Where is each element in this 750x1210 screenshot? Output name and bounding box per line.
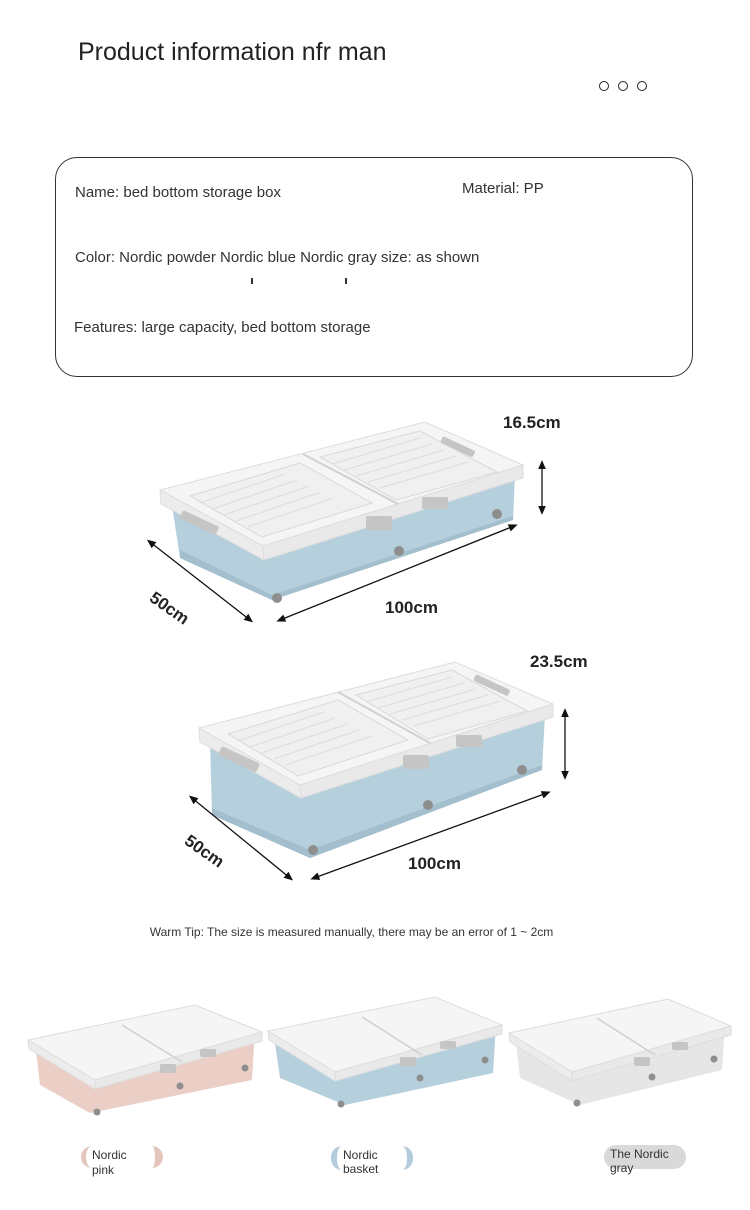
page-title: Product information nfr man	[78, 38, 387, 66]
small-box-height: 16.5cm	[503, 413, 561, 432]
small-box-illustration	[0, 400, 750, 640]
large-box-illustration	[0, 640, 750, 890]
three-dots-icon[interactable]	[599, 81, 647, 91]
product-features: Features: large capacity, bed bottom storage	[74, 319, 371, 336]
product-name: Name: bed bottom storage box	[75, 184, 281, 201]
product-color: Color: Nordic powder Nordic blue Nordic gray size: as shown	[75, 249, 480, 266]
dot-icon	[637, 81, 647, 91]
pink-box	[28, 1005, 262, 1116]
variant-label-pink: Nordic pink	[81, 1146, 163, 1168]
large-box-height: 23.5cm	[530, 652, 588, 671]
large-box-length: 100cm	[408, 854, 461, 873]
blue-box	[268, 997, 502, 1108]
warm-tip: Warm Tip: The size is measured manually, there may be an error of 1 ~ 2cm	[149, 925, 554, 939]
small-box-width: 50cm	[146, 588, 193, 629]
variant-label-blue: Nordic basket	[331, 1146, 413, 1170]
product-material: Material: PP	[462, 180, 544, 197]
product-info-card	[55, 157, 693, 377]
small-box-length: 100cm	[385, 598, 438, 617]
gray-box	[509, 999, 731, 1107]
dot-icon	[618, 81, 628, 91]
tick-mark	[345, 278, 347, 284]
variant-label-gray: The Nordic gray	[604, 1145, 686, 1169]
tick-mark	[251, 278, 253, 284]
large-box-width: 50cm	[181, 831, 228, 872]
dot-icon	[599, 81, 609, 91]
color-variants-illustration	[0, 985, 750, 1125]
